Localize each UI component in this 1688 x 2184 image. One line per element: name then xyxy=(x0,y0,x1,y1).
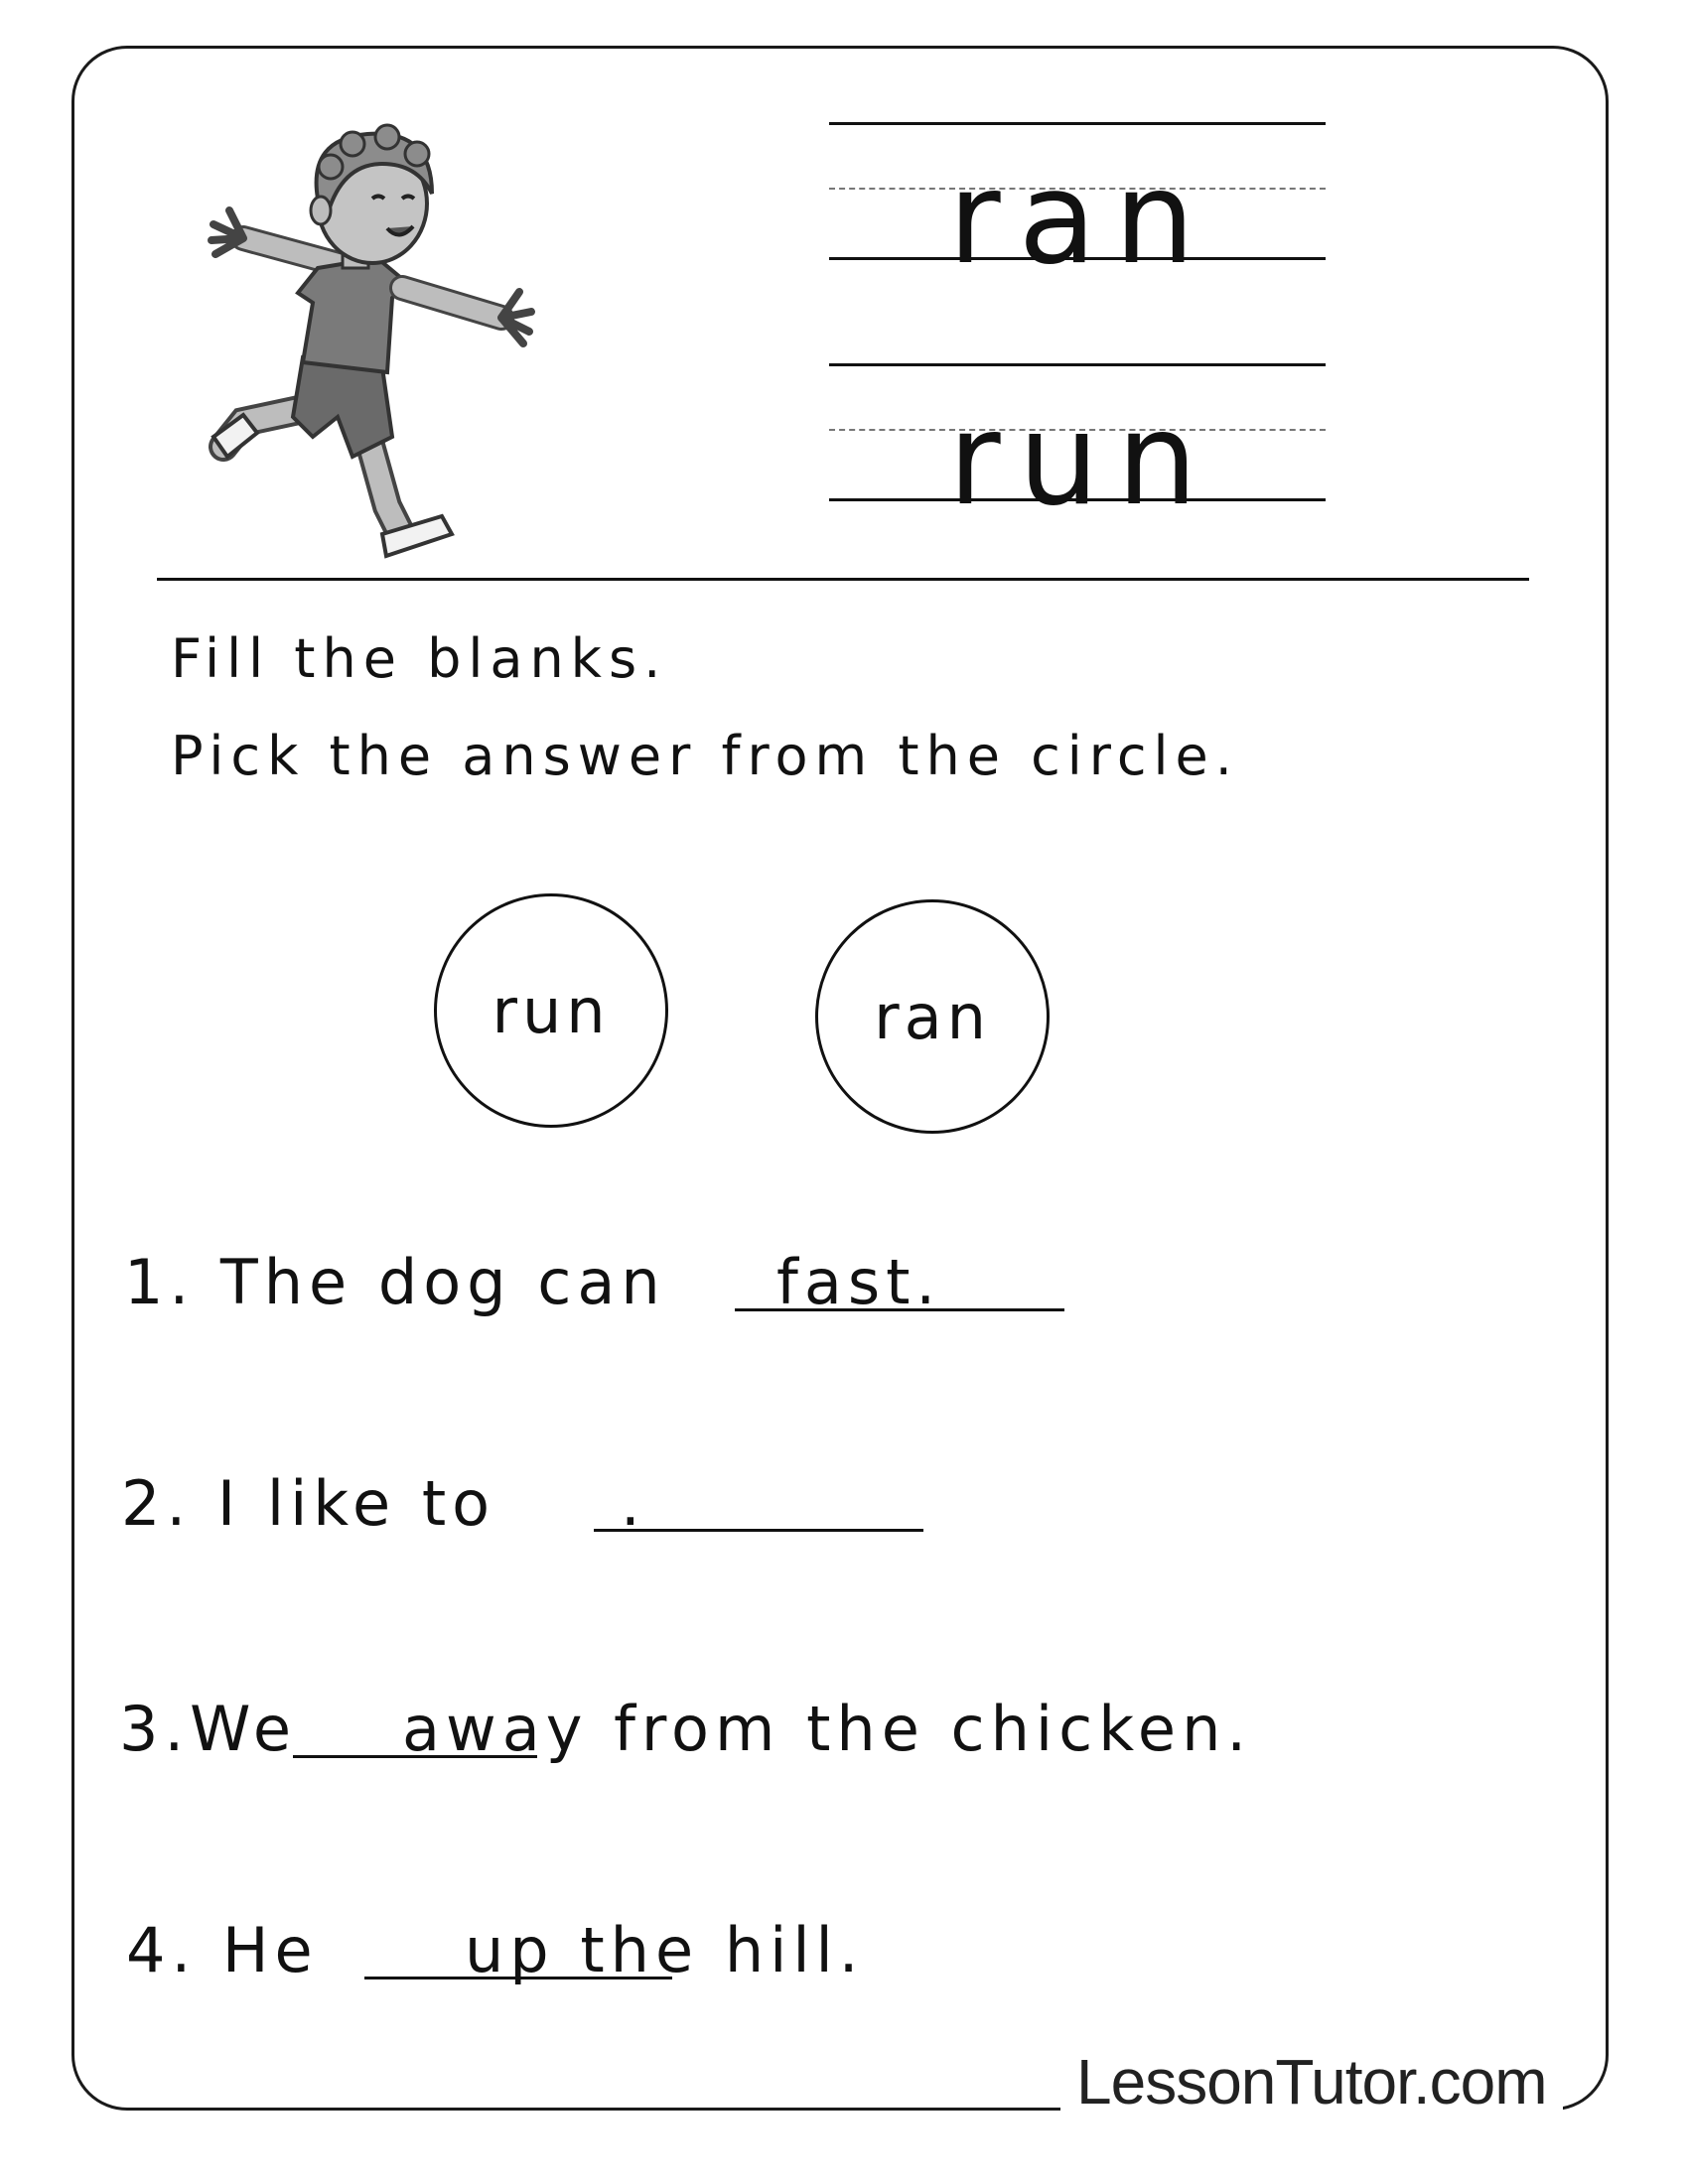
headline xyxy=(829,122,1326,125)
choice-label: ran xyxy=(874,980,991,1053)
question-4-prefix: 4. He xyxy=(126,1914,319,1986)
section-divider xyxy=(157,578,1529,581)
word-run: run xyxy=(948,386,1215,534)
question-1-suffix: fast. xyxy=(776,1246,942,1318)
headline xyxy=(829,363,1326,366)
question-4-suffix: up the hill. xyxy=(465,1914,865,1986)
question-1-prefix: 1. The dog can xyxy=(124,1246,666,1318)
choice-label: run xyxy=(492,974,611,1047)
running-boy-illustration xyxy=(204,119,561,576)
brand-watermark: LessonTutor.com xyxy=(1060,2045,1563,2118)
question-3-suffix: away from the chicken. xyxy=(402,1693,1253,1765)
question-2-suffix: . xyxy=(621,1467,646,1540)
choice-circle-run xyxy=(434,893,668,1128)
handwriting-lines-ran xyxy=(829,122,1326,293)
choice-circle-ran xyxy=(815,899,1050,1134)
instruction-pick-answer: Pick the answer from the circle. xyxy=(171,725,1239,787)
word-ran: ran xyxy=(948,145,1213,293)
question-2-prefix: 2. I like to xyxy=(121,1467,496,1540)
question-3-prefix: 3.We xyxy=(119,1693,297,1765)
instruction-fill-blanks: Fill the blanks. xyxy=(171,627,668,690)
handwriting-lines-run xyxy=(829,363,1326,534)
